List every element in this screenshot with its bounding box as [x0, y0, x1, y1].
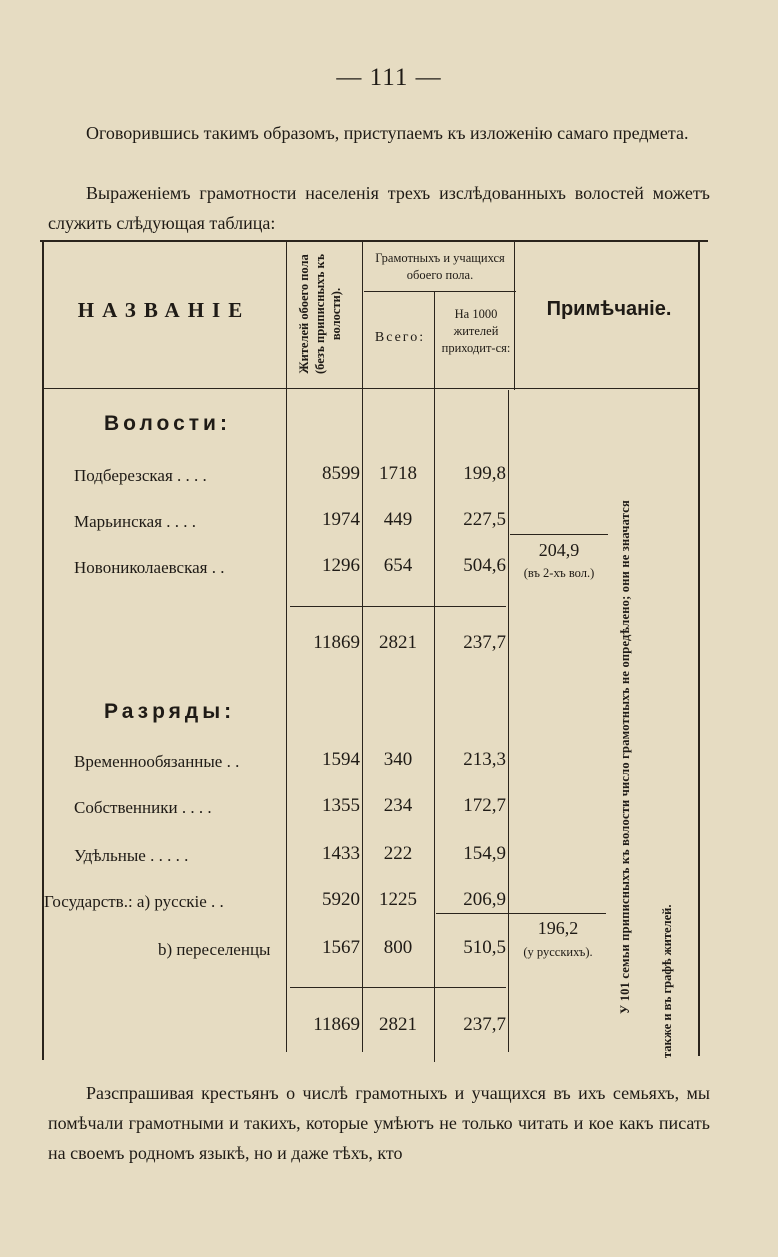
- row-literate: 449: [383, 509, 413, 530]
- col-rule-2: [362, 240, 363, 1052]
- row-literate: 340: [383, 749, 413, 770]
- row-literate: 222: [383, 843, 413, 864]
- total-population: 11869: [313, 632, 360, 653]
- row-per-1000: 206,9: [463, 889, 506, 910]
- total-literate: 2821: [379, 1014, 417, 1035]
- col-rule-4-header: [514, 240, 515, 390]
- volosti-note-value: 204,9: [538, 540, 580, 560]
- header-bottom-rule: [44, 388, 700, 389]
- table-right-rule: [698, 240, 700, 1056]
- row-population: 5920: [322, 889, 360, 910]
- page-number: — 111 —: [336, 64, 442, 91]
- header-note: Примѣчаніе.: [546, 298, 672, 320]
- row-name: Государств.: a) русскіе . .: [44, 892, 224, 911]
- total-per-1000: 237,7: [463, 1014, 506, 1035]
- volosti-note-text: (въ 2-хъ вол.): [523, 566, 595, 580]
- row-per-1000: 213,3: [463, 749, 506, 770]
- row-population: 1567: [322, 937, 360, 958]
- paragraph-intro: Оговорившись такимъ образомъ, приступаемъ къ изложенію самаго предмета.: [86, 123, 689, 143]
- row-name: Временнообязанные . .: [74, 752, 240, 771]
- row-name: Удѣльные . . . . .: [74, 846, 189, 865]
- row-population: 8599: [322, 463, 360, 484]
- note-top-rule-2: [436, 913, 606, 914]
- header-literate-group: Грамотныхъ и учащихся обоего пола.: [375, 251, 505, 282]
- header-population: Жителей обоего пола (безъ приписныхъ къ волости).: [297, 254, 343, 374]
- table-top-rule: [40, 240, 708, 242]
- razryady-note-text: (у русскихъ).: [523, 945, 593, 959]
- total-per-1000: 237,7: [463, 632, 506, 653]
- total-literate: 2821: [379, 632, 417, 653]
- row-population: 1355: [322, 795, 360, 816]
- row-literate: 800: [383, 937, 413, 958]
- paragraph-method: Разспрашивая крестьянъ о числѣ грамотныхъ и учащихся въ ихъ семьяхъ, мы помѣчали грамотными и такихъ, которые умѣютъ не только читать и кое какъ писать на своемъ родномъ языкѣ, но и даже тѣхъ, кто: [48, 1083, 710, 1163]
- row-per-1000: 504,6: [463, 555, 506, 576]
- header-total: Всего:: [374, 330, 426, 345]
- col-rule-1: [286, 240, 287, 1052]
- row-literate: 234: [383, 795, 413, 816]
- row-name: Собственники . . . .: [74, 798, 212, 817]
- row-per-1000: 510,5: [463, 937, 506, 958]
- row-per-1000: 154,9: [463, 843, 506, 864]
- row-per-1000: 227,5: [463, 509, 506, 530]
- row-name: Марьинская . . . .: [74, 512, 197, 531]
- row-population: 1296: [322, 555, 360, 576]
- row-name: b) переселенцы: [158, 940, 271, 959]
- col-rule-3: [434, 292, 435, 1062]
- row-per-1000: 172,7: [463, 795, 506, 816]
- side-note-2: также и въ графѣ жителей.: [660, 904, 674, 1058]
- row-name: Новониколаевская . .: [74, 558, 225, 577]
- subtotal-rule-2: [290, 987, 506, 988]
- side-note-1: У 101 семьи приписныхъ къ волости число грамотныхъ не опредѣлено; они не значатся: [618, 500, 632, 1014]
- header-split-rule: [364, 291, 516, 292]
- total-population: 11869: [313, 1014, 360, 1035]
- note-top-rule-1: [510, 534, 608, 535]
- header-per-1000: На 1000 жителей приходит-ся:: [441, 307, 511, 355]
- razryady-note-value: 196,2: [537, 918, 579, 938]
- table-left-rule: [42, 240, 44, 1060]
- header-name: НАЗВАНІЕ: [77, 298, 251, 322]
- row-literate: 1718: [379, 463, 417, 484]
- row-name: Подберезская . . . .: [74, 466, 207, 485]
- subtotal-rule-1: [290, 606, 506, 607]
- row-literate: 654: [383, 555, 413, 576]
- row-per-1000: 199,8: [463, 463, 506, 484]
- row-population: 1974: [322, 509, 360, 530]
- section-volosti: Волости:: [104, 412, 231, 435]
- row-population: 1594: [322, 749, 360, 770]
- row-population: 1433: [322, 843, 360, 864]
- section-razryady: Разряды:: [104, 700, 236, 723]
- row-literate: 1225: [379, 889, 417, 910]
- paragraph-table-intro: Выраженіемъ грамотности населенія трехъ изслѣдованныхъ волостей можетъ служить слѣдующая таблица:: [48, 183, 710, 233]
